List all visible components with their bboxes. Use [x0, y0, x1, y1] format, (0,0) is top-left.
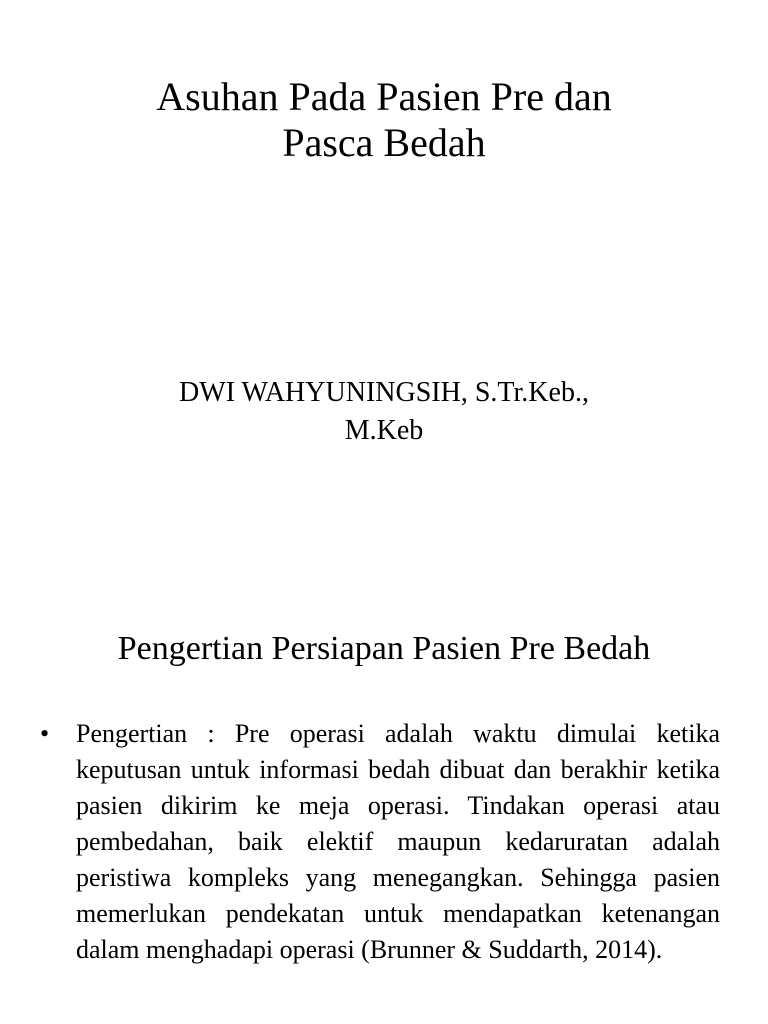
bullet-list: [40, 716, 720, 968]
bullet-text: Pengertian : Pre operasi adalah waktu dimulai ketika keputusan untuk informasi bedah dibuat dan berakhir ketika pasien dikirim ke meja operasi. Tindakan operasi atau pembedahan, baik elektif maupun kedaruratan adalah peristiwa kompleks yang menegangkan. Sehingga pasien memerlukan pendekatan untuk mendapatkan ketenangan dalam menghadapi operasi (Brunner & Suddarth, 2014).: [76, 719, 720, 964]
bullet-item-definition: [40, 716, 720, 968]
slide-title-line-2: Pasca Bedah: [282, 120, 486, 165]
author-name: [0, 374, 768, 450]
author-line-2: M.Keb: [344, 415, 424, 446]
bullet-icon: •: [40, 719, 50, 748]
slide-title-line-1: Asuhan Pada Pasien Pre dan: [156, 74, 612, 119]
author-line-1: DWI WAHYUNINGSIH, S.Tr.Keb.,: [179, 377, 589, 408]
slide-title: [0, 74, 768, 166]
section-title: Pengertian Persiapan Pasien Pre Bedah: [117, 630, 651, 667]
